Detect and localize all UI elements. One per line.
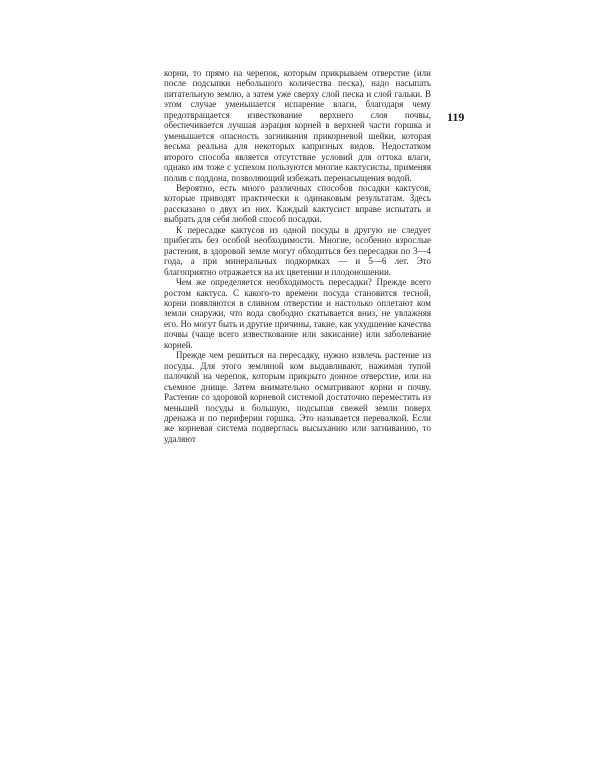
- page-number: 119: [447, 110, 465, 124]
- paragraph-continuation: корни, то прямо на черепок, которым прикрываем отверстие (или после подсыпки небольшого количества песка), надо насыпать питательную землю, а затем уже сверху слой песка и слой гальки. В этом случае уменьшается испарение влаги, благодаря чему предотвращается известкование верхнего слоя почвы, обеспечивается лучшая аэрация корней в верхней части горшка и уменьшается опасность загнивания прикорневой шейки, которая весьма реальна для некоторых капризных видов. Недостатком второго способа является отсутствие условий для оттока влаги, однако им тоже с успехом пользуются многие кактусисты, применяя полив с поддона, позволяющий избежать перенасыщения водой.: [164, 68, 431, 183]
- body-text: [164, 68, 431, 444]
- paragraph-planting-methods: Вероятно, есть много различных способов посадки кактусов, которые приводят практически к одинаковым результатам. Здесь рассказано о двух из них. Каждый кактусист вправе испытать и выбрать для себя любой способ посадки.: [164, 182, 431, 225]
- paragraph-repotting-frequency: К пересадке кактусов из одной посуды в другую не следует прибегать без особой необходимости. Многие, особенно взрослые растения, в здоровой земле могут обходиться без пересадки по 3—4 года, а при минеральных подкормках — и 5—6 лет. Это благоприятно отражается на их цветении и плодоношении.: [164, 224, 431, 277]
- paragraph-repotting-reasons: Чем же определяется необходимость пересадки? Прежде всего ростом кактуса. С какого-то времени посуда становится тесной, корни появляются в сливном отверстии и настолько оплетают ком земли снаружи, что вода свободно скатывается вниз, не увлажняя его. Но могут быть и другие причины, такие, как ухудшение качества почвы (чаще всего известкование или закисание) или заболевание корней.: [164, 277, 431, 350]
- paragraph-extraction: Прежде чем решиться на пересадку, нужно извлечь растение из посуды. Для этого земляной ком выдавливают, нажимая тупой палочкой на черепок, которым прикрыто донное отверстие, или на съемное днище. Затем внимательно осматривают корни и почву. Растение со здоровой корневой системой достаточно переместить из меньшей посуды в большую, подсыпав свежей земли поверх дренажа и по периферии горшка. Это называется перевалкой. Если же корневая система подверглась высыханию или загниванию, то удаляют: [164, 350, 431, 444]
